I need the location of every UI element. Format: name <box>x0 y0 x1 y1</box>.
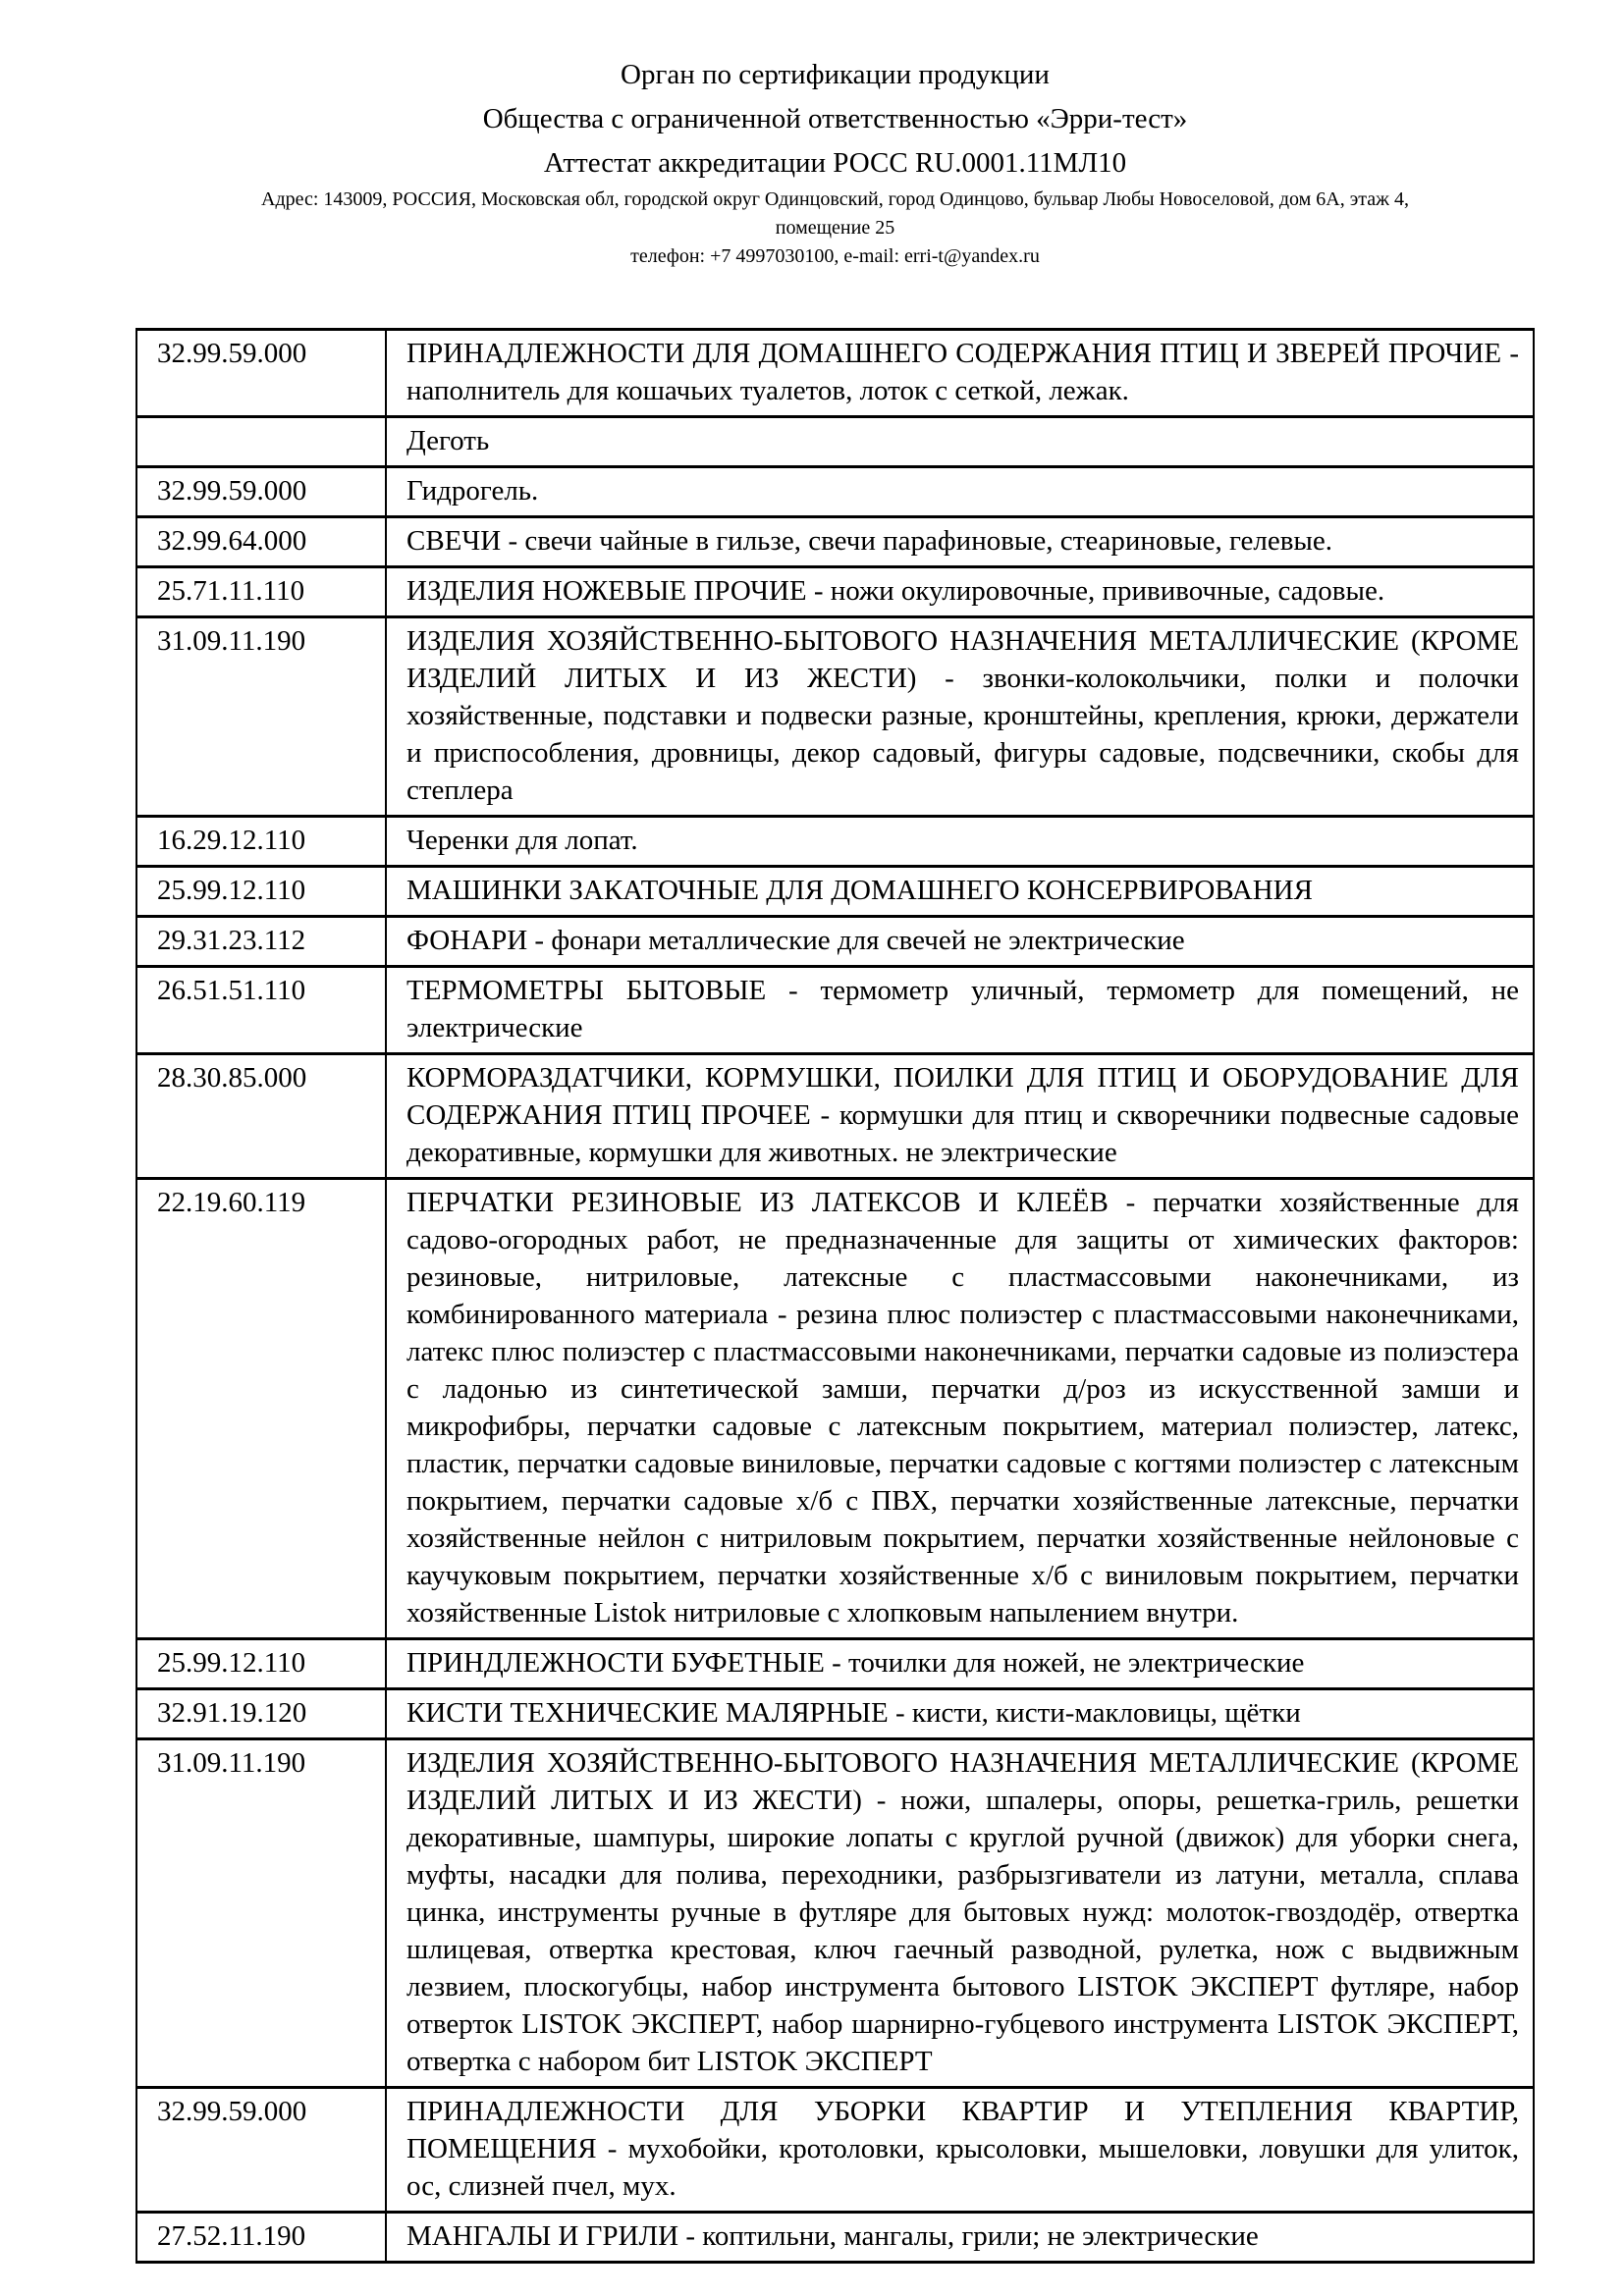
table-row <box>136 817 1534 867</box>
product-code: 32.99.59.000 <box>136 330 386 417</box>
product-description: ИЗДЕЛИЯ ХОЗЯЙСТВЕННО-БЫТОВОГО НАЗНАЧЕНИЯ МЕТАЛЛИЧЕСКИЕ (КРОМЕ ИЗДЕЛИЙ ЛИТЫХ И ИЗ ЖЕСТИ) - ножи, шпалеры, опоры, решетка-гриль, решетки декоративные, шампуры, широкие лопаты с круглой ручной (движок) для уборки снега, муфты, насадки для полива, переходники, разбрызгиватели из латуни, металла, сплава цинка, инструменты ручные в футляре для бытовых нужд: молоток-гвоздодёр, отвертка шлицевая, отвертка крестовая, ключ гаечный разводной, рулетка, нож с выдвижным лезвием, плоскогубцы, набор инструмента бытового LISTOK ЭКСПЕРТ футляре, набор отверток LISTOK ЭКСПЕРТ, набор шарнирно-губцевого инструмента LISTOK ЭКСПЕРТ, отвертка с набором бит LISTOK ЭКСПЕРТ <box>386 1739 1534 2088</box>
table-row <box>136 1689 1534 1739</box>
product-description: ПРИНАДЛЕЖНОСТИ ДЛЯ УБОРКИ КВАРТИР И УТЕПЛЕНИЯ КВАРТИР, ПОМЕЩЕНИЯ - мухобойки, кротоловки, крысоловки, мышеловки, ловушки для улиток, ос, слизней пчел, мух. <box>386 2088 1534 2213</box>
product-code: 32.99.64.000 <box>136 517 386 567</box>
product-description: Гидрогель. <box>386 467 1534 517</box>
table-row <box>136 517 1534 567</box>
contact-line: телефон: +7 4997030100, e-mail: erri-t@yandex.ru <box>630 245 1040 267</box>
table-row <box>136 417 1534 467</box>
product-code: 27.52.11.190 <box>136 2213 386 2263</box>
product-description: Деготь <box>386 417 1534 467</box>
product-description: МАШИНКИ ЗАКАТОЧНЫЕ ДЛЯ ДОМАШНЕГО КОНСЕРВИРОВАНИЯ <box>386 867 1534 917</box>
table-row <box>136 917 1534 967</box>
product-description: ИЗДЕЛИЯ ХОЗЯЙСТВЕННО-БЫТОВОГО НАЗНАЧЕНИЯ МЕТАЛЛИЧЕСКИЕ (КРОМЕ ИЗДЕЛИЙ ЛИТЫХ И ИЗ ЖЕСТИ) - звонки-колокольчики, полки и полочки хозяйственные, подставки и подвески разные, кронштейны, крепления, крюки, держатели и приспособления, дровницы, декор садовый, фигуры садовые, подсвечники, скобы для степлера <box>386 617 1534 817</box>
product-code: 32.99.59.000 <box>136 467 386 517</box>
table-row <box>136 967 1534 1054</box>
address-line-1: Адрес: 143009, РОССИЯ, Московская обл, городской округ Одинцовский, город Одинцово, бульвар Любы Новоселовой, дом 6А, этаж 4, <box>261 188 1409 210</box>
product-description: ПЕРЧАТКИ РЕЗИНОВЫЕ ИЗ ЛАТЕКСОВ И КЛЕЁВ - перчатки хозяйственные для садово-огородных работ, не предназначенные для защиты от химических факторов: резиновые, нитриловые, латексные с пластмассовыми наконечниками, из комбинированного материала - резина плюс полиэстер с пластмассовыми наконечниками, латекс плюс полиэстер с пластмассовыми наконечниками, перчатки садовые из полиэстера с ладонью из синтетической замши, перчатки д/роз из искусственной замши и микрофибры, перчатки садовые с латексным покрытием, материал полиэстер, латекс, пластик, перчатки садовые виниловые, перчатки садовые с когтями полиэстер с латексным покрытием, перчатки садовые х/б с ПВХ, перчатки хозяйственные латексные, перчатки хозяйственные нейлон с нитриловым покрытием, перчатки хозяйственные нейлоновые с каучуковым покрытием, перчатки хозяйственные х/б с виниловым покрытием, перчатки хозяйственные Listok нитриловые с хлопковым напылением внутри. <box>386 1179 1534 1639</box>
product-code: 31.09.11.190 <box>136 617 386 817</box>
product-description: ПРИНДЛЕЖНОСТИ БУФЕТНЫЕ - точилки для ножей, не электрические <box>386 1639 1534 1689</box>
accreditation-attestation: Аттестат аккредитации РОСС RU.0001.11МЛ10 <box>543 147 1127 179</box>
product-code: 32.99.59.000 <box>136 2088 386 2213</box>
table-row <box>136 1054 1534 1179</box>
product-code: 32.91.19.120 <box>136 1689 386 1739</box>
product-description: МАНГАЛЫ И ГРИЛИ - коптильни, мангалы, грили; не электрические <box>386 2213 1534 2263</box>
document-header <box>135 0 1535 271</box>
product-description: КОРМОРАЗДАТЧИКИ, КОРМУШКИ, ПОИЛКИ ДЛЯ ПТИЦ И ОБОРУДОВАНИЕ ДЛЯ СОДЕРЖАНИЯ ПТИЦ ПРОЧЕЕ - кормушки для птиц и скворечники подвесные садовые декоративные, кормушки для животных. не электрические <box>386 1054 1534 1179</box>
product-description: ИЗДЕЛИЯ НОЖЕВЫЕ ПРОЧИЕ - ножи окулировочные, прививочные, садовые. <box>386 567 1534 617</box>
table-row <box>136 1179 1534 1639</box>
product-code: 25.71.11.110 <box>136 567 386 617</box>
table-row <box>136 467 1534 517</box>
product-description: ФОНАРИ - фонари металлические для свечей не электрические <box>386 917 1534 967</box>
product-code: 28.30.85.000 <box>136 1054 386 1179</box>
address-line-2: помещение 25 <box>775 217 895 239</box>
table-row <box>136 2088 1534 2213</box>
table-row <box>136 567 1534 617</box>
product-code: 25.99.12.110 <box>136 867 386 917</box>
document-content <box>135 0 1535 2264</box>
org-title: Орган по сертификации продукции <box>621 59 1050 90</box>
product-code: 31.09.11.190 <box>136 1739 386 2088</box>
product-code <box>136 417 386 467</box>
product-code: 16.29.12.110 <box>136 817 386 867</box>
table-row <box>136 330 1534 417</box>
company-name: Общества с ограниченной ответственностью «Эрри-тест» <box>482 103 1188 134</box>
product-table-body <box>136 330 1534 2263</box>
table-row <box>136 617 1534 817</box>
table-row <box>136 2213 1534 2263</box>
table-row <box>136 1739 1534 2088</box>
product-description: Черенки для лопат. <box>386 817 1534 867</box>
product-table <box>135 328 1535 2264</box>
product-description: СВЕЧИ - свечи чайные в гильзе, свечи парафиновые, стеариновые, гелевые. <box>386 517 1534 567</box>
table-row <box>136 867 1534 917</box>
product-description: КИСТИ ТЕХНИЧЕСКИЕ МАЛЯРНЫЕ - кисти, кисти-макловицы, щётки <box>386 1689 1534 1739</box>
product-description: ТЕРМОМЕТРЫ БЫТОВЫЕ - термометр уличный, термометр для помещений, не электрические <box>386 967 1534 1054</box>
product-code: 26.51.51.110 <box>136 967 386 1054</box>
product-description: ПРИНАДЛЕЖНОСТИ ДЛЯ ДОМАШНЕГО СОДЕРЖАНИЯ ПТИЦ И ЗВЕРЕЙ ПРОЧИЕ - наполнитель для кошачьих туалетов, лоток с сеткой, лежак. <box>386 330 1534 417</box>
table-row <box>136 1639 1534 1689</box>
product-code: 22.19.60.119 <box>136 1179 386 1639</box>
product-code: 29.31.23.112 <box>136 917 386 967</box>
product-code: 25.99.12.110 <box>136 1639 386 1689</box>
